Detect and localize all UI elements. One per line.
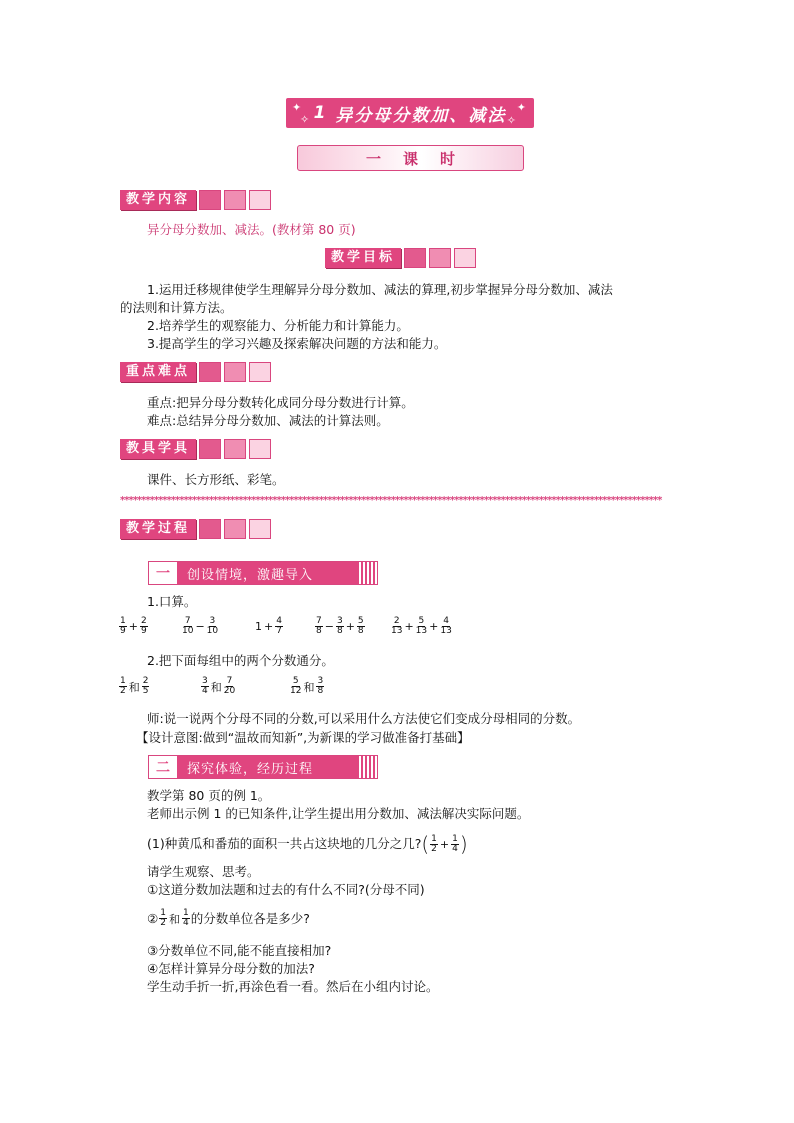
decor-square (199, 439, 221, 459)
step-number: 二 (149, 756, 179, 778)
star-icon: ✧ (300, 113, 312, 126)
paren-open: ( (421, 832, 430, 856)
decor-square (224, 190, 246, 210)
denominator: 8 (336, 626, 343, 636)
denominator: 13 (415, 626, 428, 636)
denominator: 8 (357, 626, 364, 636)
common-expr (289, 677, 325, 696)
operator: + (429, 620, 439, 633)
oral-expr (181, 617, 219, 636)
example-line: 老师出示例 1 的已知条件,让学生提出用分数加、减法解决实际问题。 (147, 806, 530, 821)
operator: + (345, 620, 355, 633)
operator: + (264, 620, 274, 633)
content-text: 异分母分数加、减法。(教材第 80 页) (147, 222, 356, 237)
numerator: 7 (184, 616, 191, 626)
decor-square (199, 362, 221, 382)
operator: + (404, 620, 414, 633)
numerator: 1 (452, 833, 458, 844)
star-icon: ✦ (292, 101, 304, 114)
decor-square (249, 362, 271, 382)
star-icon: ✧ (506, 114, 518, 127)
goal-line: 2.培养学生的观察能力、分析能力和计算能力。 (147, 318, 409, 333)
question-fraction (158, 909, 190, 928)
step-label: 探究体验，经历过程 (179, 756, 357, 778)
operator: 和 (168, 912, 180, 926)
decor-stripes (357, 562, 377, 584)
common-heading: 2.把下面每组中的两个分数通分。 (147, 653, 334, 668)
section-header-content (120, 190, 271, 210)
numerator: 1 (160, 908, 166, 918)
fraction (119, 617, 127, 636)
fraction (416, 617, 427, 636)
numerator: 5 (292, 676, 299, 686)
operator: + (439, 837, 450, 851)
fraction (207, 617, 218, 636)
denominator: 8 (317, 686, 324, 696)
section-label: 教学内容 (120, 190, 196, 210)
fraction (119, 677, 127, 696)
decor-square (224, 362, 246, 382)
lesson-period-box (297, 145, 524, 171)
oral-expr (390, 617, 453, 636)
numerator: 1 (182, 908, 189, 918)
numerator: 1 (120, 616, 126, 626)
denominator: 5 (142, 686, 149, 696)
denominator: 4 (202, 686, 208, 696)
question-text: 的分数单位各是多少? (190, 910, 310, 926)
decor-stripes (357, 756, 377, 778)
decor-square (199, 190, 221, 210)
denominator: 10 (182, 626, 194, 636)
numerator: 2 (142, 676, 149, 686)
denominator: 20 (223, 686, 236, 696)
fraction (290, 677, 301, 696)
numerator: 3 (336, 616, 343, 626)
fraction (336, 617, 344, 636)
denominator: 2 (160, 918, 166, 928)
operator: 和 (128, 680, 140, 694)
star-icon: ✦ (516, 101, 528, 114)
question-fraction (429, 835, 460, 854)
denominator: 8 (316, 626, 322, 636)
fraction (440, 617, 451, 636)
denominator: 7 (276, 626, 282, 636)
activity-line: 学生动手折一折,再涂色看一看。然后在小组内讨论。 (147, 979, 439, 994)
denominator: 9 (120, 626, 126, 636)
common-expr (118, 677, 150, 696)
numerator: 4 (276, 616, 282, 626)
design-intent: 【设计意图:做到“温故而知新”,为新课的学习做准备打基础】 (136, 730, 470, 745)
circle-number: ② (147, 910, 159, 926)
decor-square (224, 439, 246, 459)
operator: + (128, 620, 138, 633)
fraction (159, 909, 167, 928)
section-label: 重点难点 (120, 362, 196, 382)
numerator: 7 (316, 616, 322, 626)
paren-close: ) (459, 832, 468, 856)
section-header-tools (120, 439, 271, 459)
oral-expr (314, 617, 366, 636)
observe-line: 请学生观察、思考。 (147, 864, 260, 879)
operator: 1 (255, 620, 262, 633)
think-question: ③分数单位不同,能不能直接相加? (147, 943, 332, 958)
fraction (140, 617, 148, 636)
numerator: 1 (120, 676, 126, 686)
tools-text: 课件、长方形纸、彩笔。 (147, 472, 285, 487)
key-line: 难点:总结异分母分数加、减法的计算法则。 (147, 413, 389, 428)
step-header-2 (148, 755, 378, 779)
step-header-1 (148, 561, 378, 585)
section-label: 教具学具 (120, 439, 196, 459)
denominator: 2 (120, 686, 126, 696)
denominator: 9 (140, 626, 147, 636)
fraction (357, 617, 365, 636)
decor-square (454, 248, 476, 268)
fraction (201, 677, 209, 696)
numerator: 2 (393, 616, 400, 626)
fraction (182, 909, 190, 928)
numerator: 2 (140, 616, 147, 626)
decor-square (249, 519, 271, 539)
numerator: 3 (202, 676, 208, 686)
fraction (315, 617, 323, 636)
goal-line: 1.运用迁移规律使学生理解异分母分数加、减法的算理,初步掌握异分母分数加、减法 (147, 282, 613, 297)
oral-expr (254, 617, 284, 636)
decor-square (429, 248, 451, 268)
section-label: 教学目标 (325, 248, 401, 268)
teacher-line: 师:说一说两个分母不同的分数,可以采用什么方法使它们变成分母相同的分数。 (147, 711, 581, 726)
operator: − (324, 620, 334, 633)
page-title: 异分母分数加、减法 (335, 105, 507, 126)
goal-line: 3.提高学生的学习兴趣及探索解决问题的方法和能力。 (147, 336, 447, 351)
denominator: 13 (391, 626, 403, 636)
fraction (182, 617, 193, 636)
numerator: 5 (418, 616, 425, 626)
section-header-process (120, 519, 271, 539)
fraction (451, 835, 459, 854)
oral-expr (118, 617, 149, 636)
dotted-divider: ******************************************************************************************************************************** (120, 496, 662, 506)
numerator: 1 (431, 833, 437, 844)
decor-square (199, 519, 221, 539)
fraction (316, 677, 324, 696)
fraction (275, 617, 283, 636)
decor-square (249, 190, 271, 210)
decor-square (249, 439, 271, 459)
step-label: 创设情境，激趣导入 (179, 562, 357, 584)
denominator: 2 (431, 843, 437, 854)
fraction (430, 835, 438, 854)
question-text: (1)种黄瓜和番茄的面积一共占这块地的几分之几? (147, 836, 422, 851)
lesson-title-banner (286, 98, 534, 128)
fraction (391, 617, 402, 636)
think-question (147, 909, 310, 928)
denominator: 10 (206, 626, 219, 636)
title-number: 1 (313, 103, 328, 123)
numerator: 3 (209, 616, 216, 626)
numerator: 4 (443, 616, 449, 626)
section-label: 教学过程 (120, 519, 196, 539)
operator: 和 (210, 680, 222, 694)
decor-square (224, 519, 246, 539)
oral-heading: 1.口算。 (147, 594, 197, 609)
common-expr (200, 677, 236, 696)
denominator: 13 (440, 626, 452, 636)
denominator: 4 (182, 918, 189, 928)
operator: 和 (303, 680, 315, 694)
numerator: 3 (317, 676, 324, 686)
question-1 (147, 832, 468, 856)
key-line: 重点:把异分母分数转化成同分母分数进行计算。 (147, 395, 414, 410)
fraction (142, 677, 150, 696)
numerator: 7 (226, 676, 233, 686)
lesson-period-label: 一课时 (365, 149, 477, 168)
section-header-goals (325, 248, 476, 268)
step-number: 一 (149, 562, 179, 584)
decor-square (404, 248, 426, 268)
fraction (224, 677, 235, 696)
goal-line: 的法则和计算方法。 (120, 300, 233, 315)
denominator: 4 (452, 843, 458, 854)
numerator: 5 (357, 616, 364, 626)
operator: − (195, 620, 205, 633)
section-header-key (120, 362, 271, 382)
think-question: ①这道分数加法题和过去的有什么不同?(分母不同) (147, 882, 425, 897)
example-line: 教学第 80 页的例 1。 (147, 788, 271, 803)
think-question: ④怎样计算异分母分数的加法? (147, 961, 315, 976)
denominator: 12 (290, 686, 302, 696)
